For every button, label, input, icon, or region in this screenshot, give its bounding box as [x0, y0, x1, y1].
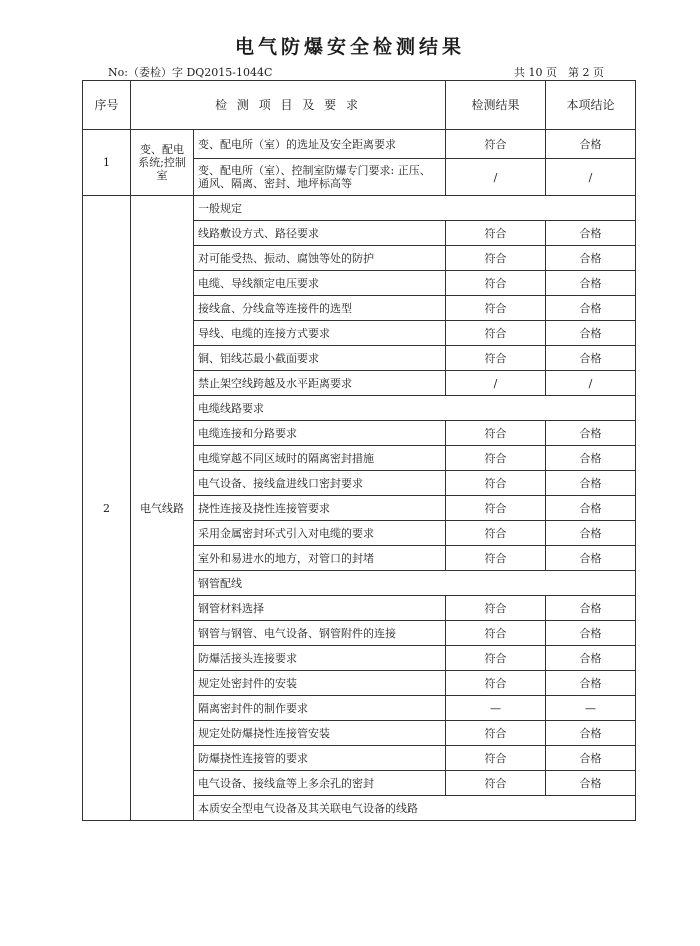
- result-cell: 符合: [446, 246, 546, 271]
- conclusion-cell: 合格: [546, 721, 636, 746]
- result-cell: 符合: [446, 130, 546, 159]
- conclusion-cell: 合格: [546, 546, 636, 571]
- item-text: 挠性连接及挠性连接管要求: [194, 496, 446, 521]
- result-cell: 符合: [446, 471, 546, 496]
- subsection-heading: 一般规定: [194, 196, 636, 221]
- result-cell: 符合: [446, 521, 546, 546]
- item-text: 变、配电所（室）的选址及安全距离要求: [194, 130, 446, 159]
- item-text: 变、配电所（室）、控制室防爆专门要求: 正压、通风、隔离、密封、地坪标高等: [194, 159, 446, 196]
- conclusion-cell: 合格: [546, 596, 636, 621]
- page-title: 电气防爆安全检测结果: [234, 36, 465, 58]
- item-text: 禁止架空线跨越及水平距离要求: [194, 371, 446, 396]
- subsection-heading: 钢管配线: [194, 571, 636, 596]
- result-cell: 符合: [446, 671, 546, 696]
- conclusion-cell: 合格: [546, 771, 636, 796]
- header-result: 检测结果: [446, 81, 546, 130]
- row-seq: 1: [83, 130, 131, 196]
- item-text: 钢管材料选择: [194, 596, 446, 621]
- conclusion-cell: /: [546, 159, 636, 196]
- header-items: 检 测 项 目 及 要 求: [131, 81, 446, 130]
- item-text: 接线盒、分线盒等连接件的选型: [194, 296, 446, 321]
- conclusion-cell: 合格: [546, 746, 636, 771]
- conclusion-cell: 合格: [546, 496, 636, 521]
- item-text: 规定处密封件的安装: [194, 671, 446, 696]
- conclusion-cell: 合格: [546, 421, 636, 446]
- conclusion-cell: 合格: [546, 671, 636, 696]
- header-seq: 序号: [83, 81, 131, 130]
- item-text: 隔离密封件的制作要求: [194, 696, 446, 721]
- item-text: 电缆连接和分路要求: [194, 421, 446, 446]
- result-cell: 符合: [446, 496, 546, 521]
- row-seq: 2: [83, 196, 131, 821]
- item-text: 导线、电缆的连接方式要求: [194, 321, 446, 346]
- conclusion-cell: 合格: [546, 521, 636, 546]
- result-cell: /: [446, 371, 546, 396]
- document-number: No:（委检）字 DQ2015-1044C: [108, 66, 273, 79]
- conclusion-cell: /: [546, 371, 636, 396]
- result-cell: —: [446, 696, 546, 721]
- item-text: 电气设备、接线盒进线口密封要求: [194, 471, 446, 496]
- result-cell: 符合: [446, 346, 546, 371]
- item-text: 防爆活接头连接要求: [194, 646, 446, 671]
- table-body: [83, 130, 636, 821]
- item-text: 对可能受热、振动、腐蚀等处的防护: [194, 246, 446, 271]
- result-cell: 符合: [446, 271, 546, 296]
- result-cell: 符合: [446, 421, 546, 446]
- result-cell: 符合: [446, 546, 546, 571]
- item-text: 线路敷设方式、路径要求: [194, 221, 446, 246]
- result-cell: 符合: [446, 296, 546, 321]
- conclusion-cell: 合格: [546, 621, 636, 646]
- item-text: 规定处防爆挠性连接管安装: [194, 721, 446, 746]
- result-cell: 符合: [446, 221, 546, 246]
- conclusion-cell: 合格: [546, 130, 636, 159]
- conclusion-cell: 合格: [546, 346, 636, 371]
- table-row: [83, 130, 636, 159]
- item-text: 铜、铝线芯最小截面要求: [194, 346, 446, 371]
- table-row: [83, 196, 636, 221]
- conclusion-cell: 合格: [546, 221, 636, 246]
- result-cell: 符合: [446, 621, 546, 646]
- item-text: 采用金属密封环式引入对电缆的要求: [194, 521, 446, 546]
- result-cell: /: [446, 159, 546, 196]
- page-info: 共 10 页 第 2 页: [514, 66, 604, 79]
- result-cell: 符合: [446, 771, 546, 796]
- result-cell: 符合: [446, 446, 546, 471]
- inspection-results-table: [82, 80, 636, 821]
- item-text: 钢管与钢管、电气设备、钢管附件的连接: [194, 621, 446, 646]
- item-text: 电缆、导线额定电压要求: [194, 271, 446, 296]
- conclusion-cell: 合格: [546, 321, 636, 346]
- conclusion-cell: —: [546, 696, 636, 721]
- row-category: 电气线路: [131, 196, 194, 821]
- table-header-row: [83, 81, 636, 130]
- item-text: 电气设备、接线盒等上多余孔的密封: [194, 771, 446, 796]
- result-cell: 符合: [446, 721, 546, 746]
- subsection-heading: 电缆线路要求: [194, 396, 636, 421]
- result-cell: 符合: [446, 646, 546, 671]
- result-cell: 符合: [446, 596, 546, 621]
- conclusion-cell: 合格: [546, 646, 636, 671]
- subsection-heading: 本质安全型电气设备及其关联电气设备的线路: [194, 796, 636, 821]
- conclusion-cell: 合格: [546, 471, 636, 496]
- conclusion-cell: 合格: [546, 271, 636, 296]
- row-category: 变、配电系统;控制室: [131, 130, 194, 196]
- conclusion-cell: 合格: [546, 296, 636, 321]
- item-text: 室外和易进水的地方，对管口的封堵: [194, 546, 446, 571]
- result-cell: 符合: [446, 321, 546, 346]
- result-cell: 符合: [446, 746, 546, 771]
- conclusion-cell: 合格: [546, 446, 636, 471]
- header-conclusion: 本项结论: [546, 81, 636, 130]
- conclusion-cell: 合格: [546, 246, 636, 271]
- item-text: 电缆穿越不同区域时的隔离密封措施: [194, 446, 446, 471]
- item-text: 防爆挠性连接管的要求: [194, 746, 446, 771]
